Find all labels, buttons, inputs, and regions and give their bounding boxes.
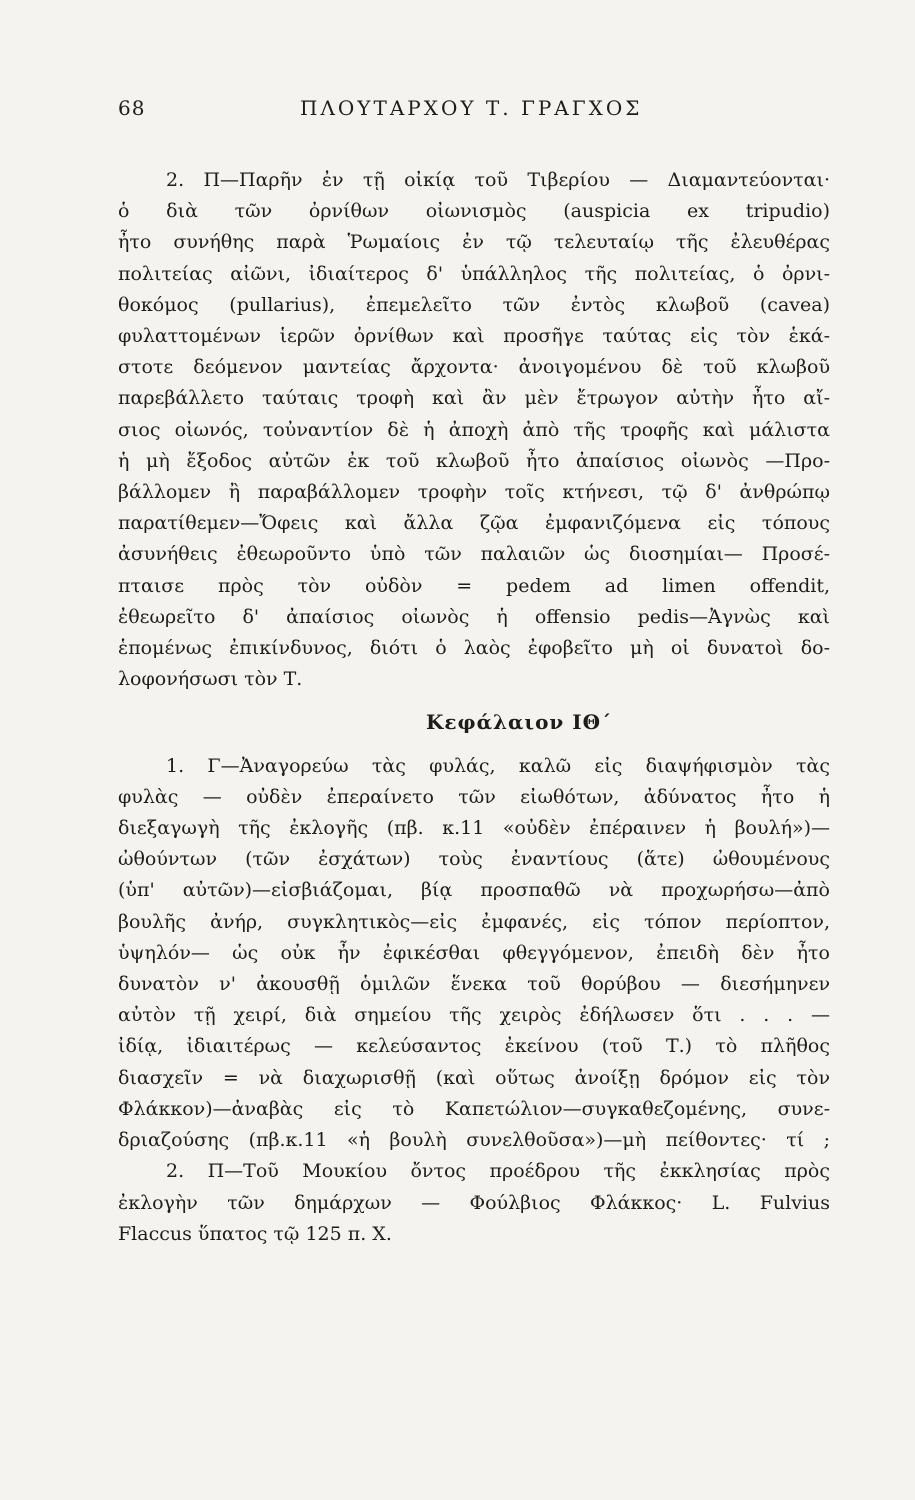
page-number: 68 xyxy=(118,96,146,120)
text-line: ὠθούντων (τῶν ἐσχάτων) τοὺς ἐναντίους (ἅτε) ὠθουμένους xyxy=(118,848,830,871)
text-line: λοφονήσωσι τὸν Τ. xyxy=(118,668,303,691)
text-line: ἀσυνήθεις ἐθεωροῦντο ὑπὸ τῶν παλαιῶν ὡς διοσημίαι— Προσέ- xyxy=(118,543,830,566)
text-line: ὑψηλόν— ὡς οὐκ ἦν ἐφικέσθαι φθεγγόμενον, ἐπειδὴ δὲν ἦτο xyxy=(118,941,830,964)
text-line: ἰδίᾳ, ἰδιαιτέρως — κελεύσαντος ἐκείνου (τοῦ Τ.) τὸ πλῆθος xyxy=(118,1035,830,1058)
text-line: 2. Π—Παρῆν ἐν τῇ οἰκίᾳ τοῦ Τιβερίου — Διαμαντεύονται· xyxy=(166,169,830,191)
text-line: αὐτὸν τῇ χειρί, διὰ σημείου τῆς χειρὸς ἐδήλωσεν ὅτι . . . — xyxy=(118,1004,830,1027)
text-line: (ὑπ' αὐτῶν)—εἰσβιάζομαι, βίᾳ προσπαθῶ νὰ προχωρήσω—ἀπὸ xyxy=(118,879,830,902)
text-line: ἑπομένως ἐπικίνδυνος, διότι ὁ λαὸς ἐφοβεῖτο μὴ οἱ δυνατοὶ δο- xyxy=(118,637,830,660)
text-line: παρατίθεμεν—Ὄφεις καὶ ἄλλα ζῷα ἐμφανιζόμενα εἰς τόπους xyxy=(118,512,830,535)
text-line: θοκόμος (pullarius), ἐπεμελεῖτο τῶν ἐντὸς κλωβοῦ (cavea) xyxy=(118,293,830,316)
commentary-section-3 xyxy=(118,1156,830,1250)
text-line: ὁ διὰ τῶν ὀρνίθων οἰωνισμὸς (auspicia ex tripudio) xyxy=(118,200,830,223)
commentary-section-1 xyxy=(118,165,830,695)
text-line: ἐθεωρεῖτο δ' ἀπαίσιος οἰωνὸς ἡ offensio pedis—Ἀγνὼς καὶ xyxy=(118,605,830,628)
page-header xyxy=(118,96,830,126)
text-line: βουλῆς ἀνήρ, συγκλητικὸς—εἰς ἐμφανές, εἰς τόπον περίοπτον, xyxy=(118,910,830,933)
text-line: ἡ μὴ ἔξοδος αὐτῶν ἐκ τοῦ κλωβοῦ ἦτο ἀπαίσιος οἰωνὸς —Προ- xyxy=(118,449,830,472)
text-line: σιος οἰωνός, τοὐναντίον δὲ ἡ ἀποχὴ ἀπὸ τῆς τροφῆς καὶ μάλιστα xyxy=(118,418,830,441)
page-body xyxy=(118,165,830,1250)
text-line: διεξαγωγὴ τῆς ἐκλογῆς (πβ. κ.11 «οὐδὲν ἐπέραινεν ἡ βουλή»)— xyxy=(118,817,830,840)
text-line: δριαζούσης (πβ.κ.11 «ἡ βουλὴ συνελθοῦσα»)—μὴ πείθοντες· τί ; xyxy=(118,1129,830,1152)
text-line: φυλὰς — οὐδὲν ἐπεραίνετο τῶν εἰωθότων, ἀδύνατος ἦτο ἡ xyxy=(118,785,830,808)
text-line: πταισε πρὸς τὸν οὐδὸν = pedem ad limen offendit, xyxy=(118,574,830,597)
text-line: διασχεῖν = νὰ διαχωρισθῇ (καὶ οὕτως ἀνοίξῃ δρόμον εἰς τὸν xyxy=(118,1066,830,1089)
text-line: Flaccus ὕπατος τῷ 125 π. Χ. xyxy=(118,1222,392,1245)
commentary-section-2 xyxy=(118,751,830,1157)
text-line: φυλαττομένων ἱερῶν ὀρνίθων καὶ προσῆγε ταύτας εἰς τὸν ἑκά- xyxy=(118,325,830,348)
text-line: πολιτείας αἰῶνι, ἰδιαίτερος δ' ὑπάλληλος τῆς πολιτείας, ὁ ὀρνι- xyxy=(118,262,830,285)
text-line: 1. Γ—Ἀναγορεύω τὰς φυλάς, καλῶ εἰς διαψήφισμὸν τὰς xyxy=(166,754,830,777)
text-line: παρεβάλλετο ταύταις τροφὴ καὶ ἂν μὲν ἔτρωγον αὐτὴν ἦτο αἴ- xyxy=(118,387,830,410)
text-line: ἦτο συνήθης παρὰ Ῥωμαίοις ἐν τῷ τελευταίῳ τῆς ἐλευθέρας xyxy=(118,231,830,254)
running-head: ΠΛΟΥΤΑΡΧΟΥ Τ. ΓΡΑΓΧΟΣ xyxy=(300,96,643,120)
text-line: 2. Π—Τοῦ Μουκίου ὄντος προέδρου τῆς ἐκκλησίας πρὸς xyxy=(166,1160,830,1183)
text-line: ἐκλογὴν τῶν δημάρχων — Φούλβιος Φλάκκος· L. Fulvius xyxy=(118,1191,830,1214)
text-line: στοτε δεόμενον μαντείας ἄρχοντα· ἀνοιγομένου δὲ τοῦ κλωβοῦ xyxy=(118,356,830,379)
chapter-heading: Κεφάλαιον ΙΘ΄ xyxy=(425,710,613,735)
text-line: δυνατὸν ν' ἀκουσθῇ ὁμιλῶν ἕνεκα τοῦ θορύβου — διεσήμηνεν xyxy=(118,973,830,996)
text-line: Φλάκκον)—ἀναβὰς εἰς τὸ Καπετώλιον—συγκαθεζομένης, συνε- xyxy=(118,1097,830,1120)
text-line: βάλλομεν ἢ παραβάλλομεν τροφὴν τοῖς κτήνεσι, τῷ δ' ἀνθρώπῳ xyxy=(118,481,830,504)
